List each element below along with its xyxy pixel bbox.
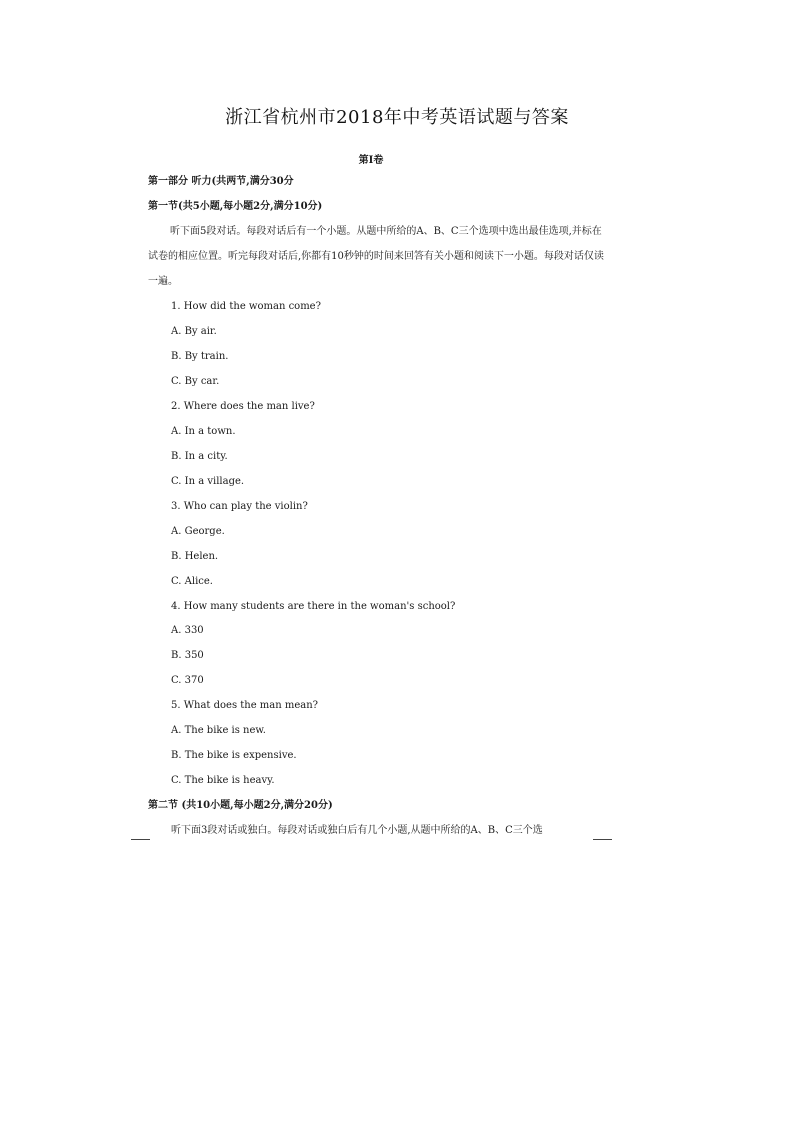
document-title: 浙江省杭州市2018年中考英语试题与答案 [225, 107, 569, 128]
question-1: 1. How did the woman come? [171, 301, 321, 312]
question-5: 5. What does the man mean? [171, 700, 319, 711]
question-5-option-c: C. The bike is heavy. [171, 775, 275, 786]
section1-instructions: 听下面5段对话。每段对话后有一个小题。从题中所给的A、B、C三个选项中选出最佳选项,并标在试卷的相应位置。听完每段对话后,你都有10秒钟的时间来回答有关小题和阅读下一小题。每段对话仅读一遍。 [148, 226, 604, 287]
question-2-option-a: A. In a town. [171, 426, 236, 437]
question-3-option-a: A. George. [171, 526, 225, 537]
question-1-option-b: B. By train. [171, 351, 229, 362]
section2-heading: 第二节 (共10小题,每小题2分,满分20分) [148, 800, 333, 811]
section2-instructions: 听下面3段对话或独白。每段对话或独白后有几个小题,从题中所给的A、B、C三个选 [171, 825, 543, 836]
volume-heading: 第I卷 [358, 155, 384, 166]
question-4-option-b: B. 350 [171, 650, 204, 661]
question-1-option-c: C. By car. [171, 376, 220, 387]
part1-heading: 第一部分 听力(共两节,满分30分 [148, 176, 294, 187]
question-2: 2. Where does the man live? [171, 401, 315, 412]
page-edge-rule-right [593, 839, 612, 840]
question-1-option-a: A. By air. [171, 326, 217, 337]
question-4-option-a: A. 330 [171, 625, 204, 636]
question-3: 3. Who can play the violin? [171, 501, 308, 512]
question-3-option-c: C. Alice. [171, 576, 213, 587]
page-edge-rule-left [131, 839, 150, 840]
question-5-option-a: A. The bike is new. [171, 725, 266, 736]
question-3-option-b: B. Helen. [171, 551, 219, 562]
question-5-option-b: B. The bike is expensive. [171, 750, 297, 761]
question-4-option-c: C. 370 [171, 675, 204, 686]
section1-heading: 第一节(共5小题,每小题2分,满分10分) [148, 201, 323, 212]
question-4: 4. How many students are there in the woman's school? [171, 601, 456, 612]
question-2-option-c: C. In a village. [171, 476, 245, 487]
question-2-option-b: B. In a city. [171, 451, 228, 462]
